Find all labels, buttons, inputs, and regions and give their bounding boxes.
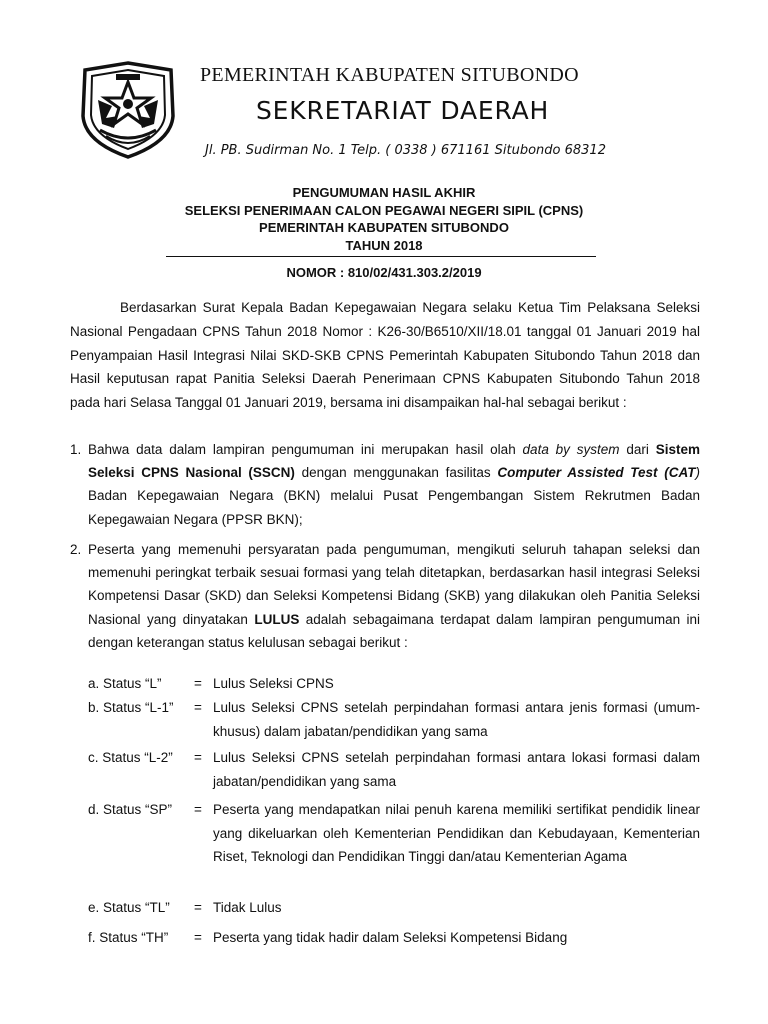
point-number: 2. bbox=[70, 542, 82, 557]
office-name: SEKRETARIAT DAERAH bbox=[256, 96, 550, 125]
status-label: c. Status “L-2” bbox=[88, 750, 173, 765]
heading-line-3: PEMERINTAH KABUPATEN SITUBONDO bbox=[259, 220, 509, 235]
announcement-heading bbox=[0, 184, 768, 254]
heading-line-4: TAHUN 2018 bbox=[345, 237, 423, 253]
status-description: Lulus Seleksi CPNS setelah perpindahan formasi antara jenis formasi (umum-khusus) dalam jabatan/pendidikan yang sama bbox=[213, 700, 700, 739]
point-number: 1. bbox=[70, 442, 82, 457]
status-equals: = bbox=[194, 930, 202, 945]
status-description: Peserta yang mendapatkan nilai penuh karena memiliki sertifikat pendidik linear yang dikeluarkan oleh Kementerian Pendidikan dan Kebudayaan, Kementerian Riset, Teknologi dan Pendidikan Tinggi dan/atau Kementerian Agama bbox=[213, 802, 700, 864]
heading-line-2: SELEKSI PENERIMAAN CALON PEGAWAI NEGERI SIPIL (CPNS) bbox=[184, 202, 584, 218]
point-body: Peserta yang memenuhi persyaratan pada pengumuman, mengikuti seluruh tahapan seleksi dan memenuhi peringkat terbaik sesuai formasi yang telah ditetapkan, berdasarkan hasil integrasi Seleksi Kompetensi Dasar (SKD) dan Seleksi Kompetensi Bidang (SKB) yang dilakukan oleh Panitia Seleksi Nasional yang dinyatakan LULUS adalah sebagaimana terdapat dalam lampiran pengumuman ini dengan keterangan status kelulusan sebagai berikut : bbox=[88, 542, 701, 650]
point-2 bbox=[70, 538, 700, 654]
intro-paragraph: Berdasarkan Surat Kepala Badan Kepegawaian Negara selaku Ketua Tim Pelaksana Seleksi Nasional Pengadaan CPNS Tahun 2018 Nomor : K26-30/B6510/XII/18.01 tanggal 01 Januari 2019 hal Penyampaian Hasil Integrasi Nilai SKD-SKB CPNS Pemerintah Kabupaten Situbondo Tahun 2018 dan Hasil keputusan rapat Panitia Seleksi Daerah Penerimaan CPNS Kabupaten Situbondo Tahun 2018 pada hari Selasa Tanggal 01 Januari 2019, bersama ini disampaikan hal-hal sebagai berikut : bbox=[70, 300, 700, 411]
address-line: Jl. PB. Sudirman No. 1 Telp. ( 0338 ) 671161 Situbondo 68312 bbox=[205, 143, 606, 158]
status-description: Tidak Lulus bbox=[213, 900, 282, 915]
heading-line-1: PENGUMUMAN HASIL AKHIR bbox=[292, 185, 476, 200]
status-equals: = bbox=[194, 802, 202, 817]
heading-divider bbox=[166, 256, 596, 257]
status-label: a. Status “L” bbox=[88, 676, 162, 691]
status-label: b. Status “L-1” bbox=[88, 700, 174, 715]
status-equals: = bbox=[194, 900, 202, 915]
status-label: d. Status “SP” bbox=[88, 802, 173, 817]
status-description: Lulus Seleksi CPNS bbox=[213, 676, 334, 691]
regency-coat-of-arms-icon bbox=[78, 60, 178, 160]
status-description: Peserta yang tidak hadir dalam Seleksi Kompetensi Bidang bbox=[213, 930, 568, 945]
document-number: NOMOR : 810/02/431.303.2/2019 bbox=[286, 265, 482, 280]
status-description: Lulus Seleksi CPNS setelah perpindahan formasi antara lokasi formasi dalam jabatan/pendidikan yang sama bbox=[213, 750, 700, 789]
status-equals: = bbox=[194, 700, 202, 715]
point-body: Bahwa data dalam lampiran pengumuman ini merupakan hasil olah data by system dari Sistem Seleksi CPNS Nasional (SSCN) dengan menggunakan fasilitas Computer Assisted Test (CAT) Badan Kepegawaian Negara (BKN) melalui Pusat Pengembangan Sistem Rekrutmen Badan Kepegawaian Negara (PPSR BKN); bbox=[88, 442, 700, 527]
status-label: e. Status “TL” bbox=[88, 900, 170, 915]
org-name: PEMERINTAH KABUPATEN SITUBONDO bbox=[200, 64, 579, 86]
status-label: f. Status “TH” bbox=[88, 930, 169, 945]
letterhead bbox=[0, 0, 768, 180]
status-equals: = bbox=[194, 676, 202, 691]
status-equals: = bbox=[194, 750, 202, 765]
point-1 bbox=[70, 438, 700, 531]
